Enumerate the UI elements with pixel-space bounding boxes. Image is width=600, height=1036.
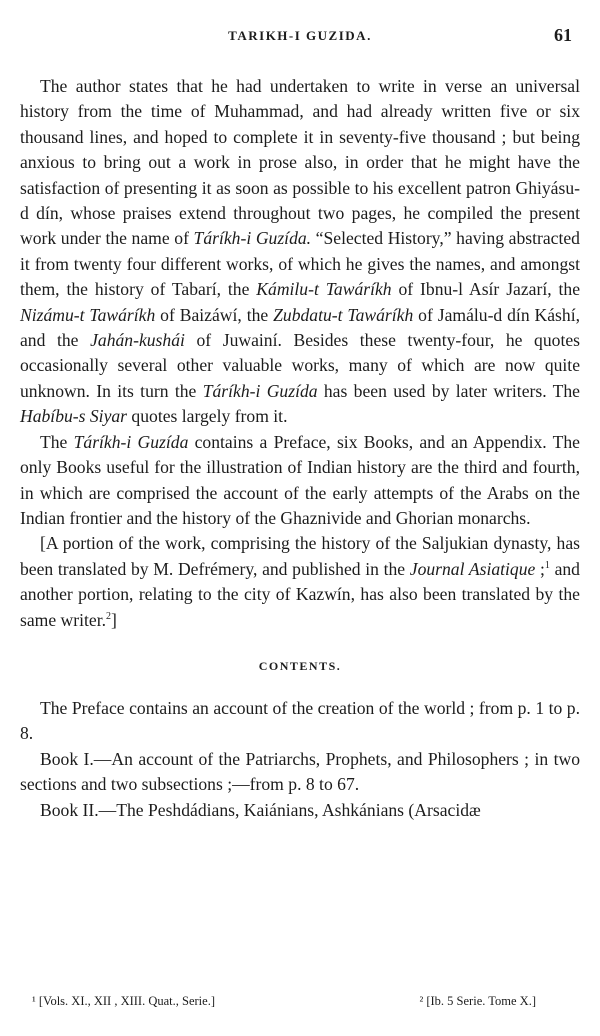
italic-title: Zubdatu-t Tawáríkh (273, 304, 414, 325)
footnote-1: ¹ [Vols. XI., XII , XIII. Quat., Serie.] (32, 994, 215, 1008)
text-run: quotes largely from it. (127, 406, 288, 427)
text-run: of Baizáwí, the (155, 304, 274, 325)
text-run: of Ibnu-l Asír Jazarí, the (391, 279, 581, 300)
running-head (20, 25, 580, 52)
footnote-marker: 1 (544, 559, 550, 571)
text-run: The (40, 431, 74, 452)
text-run: ; (535, 558, 545, 579)
contents-book-2: Book II.—The Peshdádians, Kaiánians, Ashkánians (Arsacidæ (40, 799, 481, 820)
contents-preface: The Preface contains an account of the creation of the world ; from p. 1 to p. 8. (20, 697, 580, 744)
contents-book-1: Book I.—An account of the Patriarchs, Prophets, and Philosophers ; in two sections and two subsections ;—from p. 8 to 67. (20, 748, 580, 795)
text-run: The author states that he had undertaken to write in verse an universal history from the time of Muhammad, and had already written five or six thousand lines, and hoped to complete it in seventy-five thousand ; but being anxious to bring out a work in prose also, in order that he might have the satisfaction of presenting it as soon as possible to his excellent patron Ghiyásu-d dín, whose praises extend throughout two pages, he compiled the present work under the name of (20, 76, 580, 249)
italic-title: Kámilu-t Tawáríkh (256, 279, 392, 300)
text-run: contains a Preface, six Books, and an Appendix. The only Books useful for the illustration of Indian history are the third and fourth, in which are comprised the account of the early attempts of the Arabs on the Indian frontier and the history of the Ghaznivide and Ghorian monarchs. (20, 431, 580, 528)
text-run: and another portion, relating to the city of Kazwín, has also been translated by the same writer. (20, 558, 580, 630)
paragraph-contents-summary (20, 430, 580, 532)
italic-title: Táríkh-i Guzída. (193, 228, 312, 249)
italic-title: Habíbu-s Siyar (20, 406, 128, 427)
page-number: 61 (554, 25, 572, 45)
running-title: TARIKH-I GUZIDA. (228, 28, 372, 43)
text-run: ] (110, 609, 117, 630)
section-heading-contents: CONTENTS. (258, 658, 342, 673)
text-run: [A portion of the work, comprising the history of the Saljukian dynasty, has been translated by M. Defrémery, and published in the (20, 533, 580, 579)
footnote-marker: 2 (105, 610, 111, 622)
footnote-2: ² [Ib. 5 Serie. Tome X.] (419, 994, 536, 1008)
page-body (20, 74, 580, 823)
paragraph-author-statement (20, 74, 580, 430)
italic-title: Táríkh-i Guzída (73, 431, 189, 452)
text-run: of Jamálu-d dín Káshí, and the (20, 304, 580, 351)
text-run: “Selected History,” having abstracted it from twenty four different works, of which he gives the names, and amongst them, the history of Tabarí, the (20, 228, 580, 300)
paragraph-translations-note (20, 531, 580, 633)
italic-title: Journal Asiatique (409, 558, 536, 579)
text-run: has been used by later writers. The (317, 380, 580, 401)
italic-title: Jahán-kushái (90, 330, 185, 351)
italic-title: Nizámu-t Tawáríkh (20, 304, 156, 325)
italic-title: Táríkh-i Guzída (202, 380, 318, 401)
text-run: of Juwainí. Besides these twenty-four, he quotes occasionally several other valuable works, many of which are now quite unknown. In its turn the (20, 330, 580, 401)
footnotes (20, 994, 580, 1014)
